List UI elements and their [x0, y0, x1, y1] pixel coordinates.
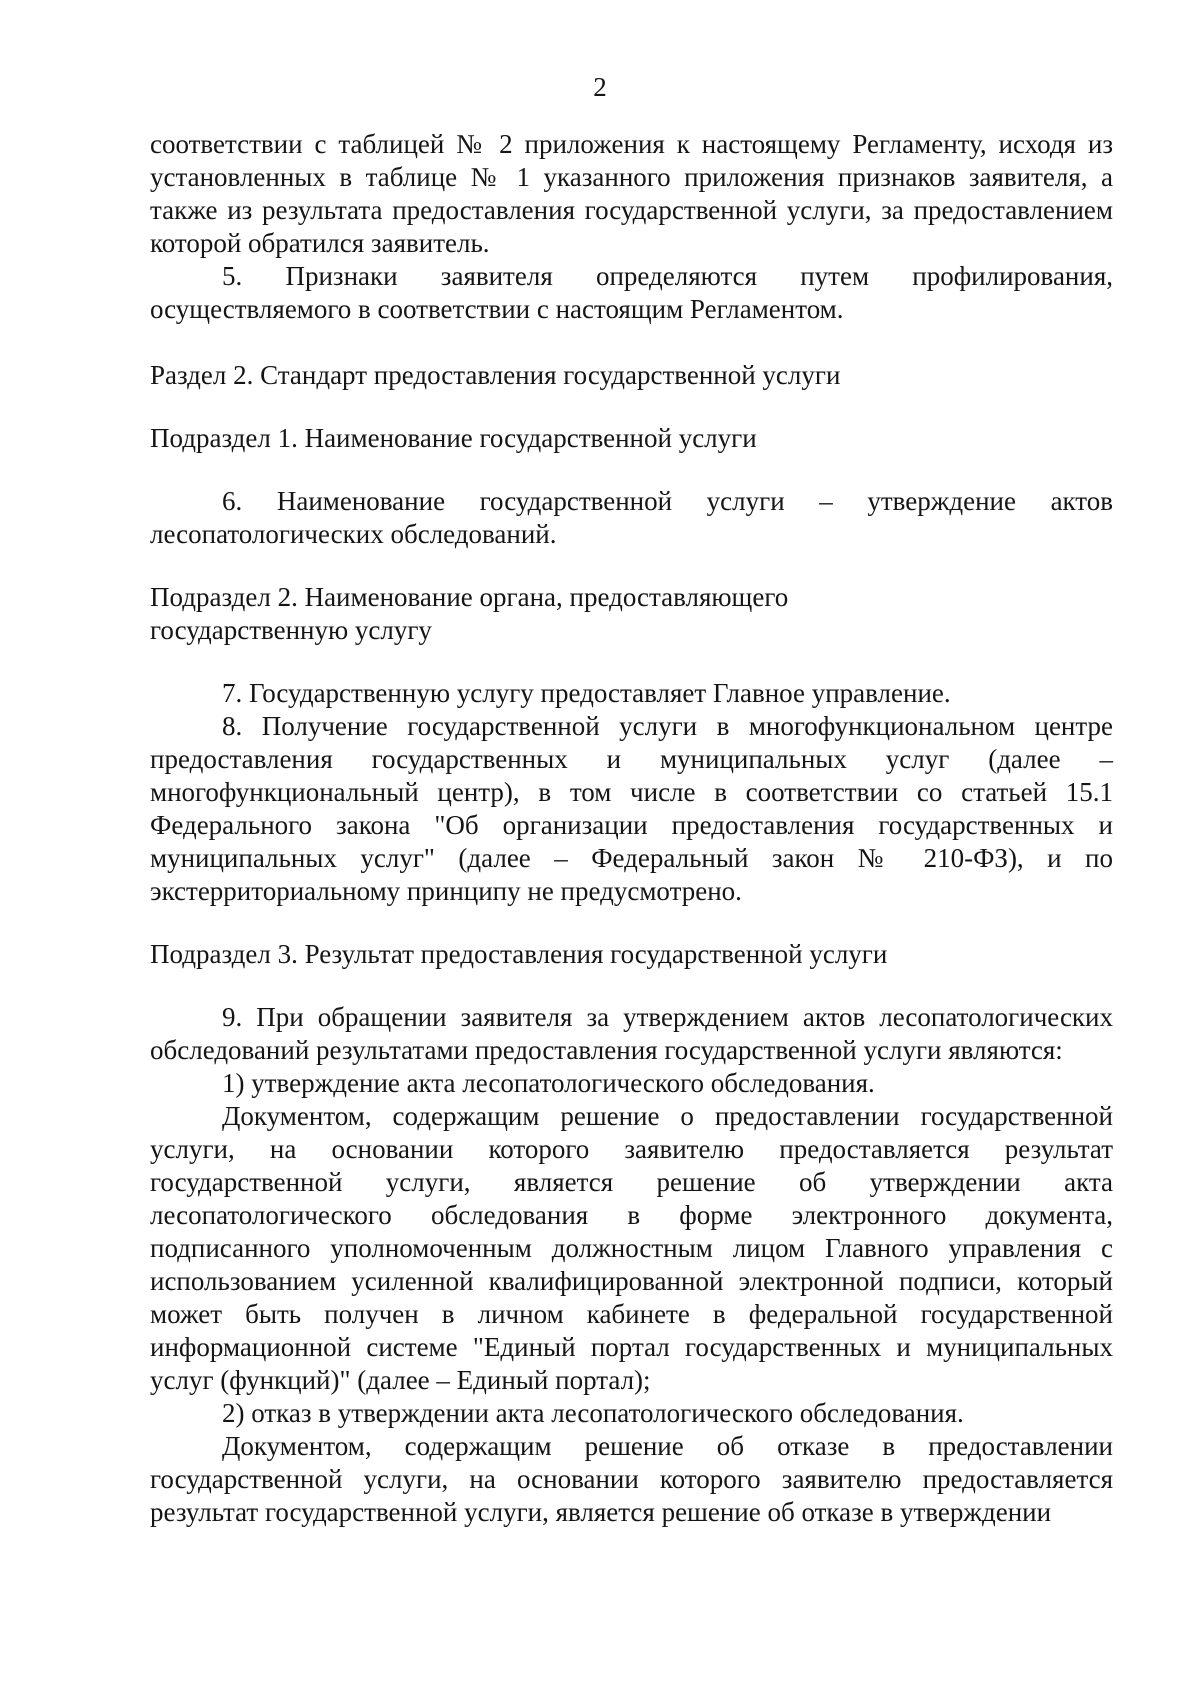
subsection-3-title: Подраздел 3. Результат предоставления государственной услуги [150, 939, 888, 969]
document-body [150, 128, 1113, 1529]
item-7: 7. Государственную услугу предоставляет Главное управление. [222, 678, 951, 708]
subsection-1-title: Подраздел 1. Наименование государственной услуги [150, 423, 757, 453]
item-9-1-document: Документом, содержащим решение о предоставлении государственной услуги, на основании которого заявителю предоставляется результат государственной услуги, является решение об утверждении акта лесопатологического обследования в форме электронного документа, подписанного уполномоченным должностным лицом Главного управления с использованием усиленной квалифицированной электронной подписи, который может быть получен в личном кабинете в федеральной государственной информационной системе "Единый портал государственных и муниципальных услуг (функций)" (далее – Единый портал); [150, 1101, 1113, 1395]
item-9-2-document: Документом, содержащим решение об отказе в предоставлении государственной услуги, на основании которого заявителю предоставляется результат государственной услуги, является решение об отказе в утверждении [150, 1431, 1113, 1527]
section-2-title: Раздел 2. Стандарт предоставления государственной услуги [150, 360, 841, 390]
intro-paragraph: соответствии с таблицей № 2 приложения к настоящему Регламенту, исходя из установленных в таблице № 1 указанного приложения признаков заявителя, а также из результата предоставления государственной услуги, за предоставлением которой обратился заявитель. [150, 129, 1113, 258]
item-5: 5. Признаки заявителя определяются путем профилирования, осуществляемого в соответствии с настоящим Регламентом. [150, 261, 1113, 324]
item-8: 8. Получение государственной услуги в многофункциональном центре предоставления государственных и муниципальных услуг (далее – многофункциональный центр), в том числе в соответствии со статьей 15.1 Федерального закона "Об организации предоставления государственных и муниципальных услуг" (далее – Федеральный закон № 210-ФЗ), и по экстерриториальному принципу не предусмотрено. [150, 711, 1113, 906]
subsection-2-title-line2: государственную услугу [150, 615, 432, 645]
subsection-2-title-line1: Подраздел 2. Наименование органа, предоставляющего [150, 582, 789, 612]
item-9-1: 1) утверждение акта лесопатологического обследования. [222, 1068, 875, 1098]
page-number: 2 [593, 72, 607, 102]
item-9: 9. При обращении заявителя за утверждением актов лесопатологических обследований результатами предоставления государственной услуги являются: [150, 1002, 1113, 1065]
item-9-2: 2) отказ в утверждении акта лесопатологического обследования. [222, 1398, 964, 1428]
item-6: 6. Наименование государственной услуги – утверждение актов лесопатологических обследований. [150, 486, 1113, 549]
